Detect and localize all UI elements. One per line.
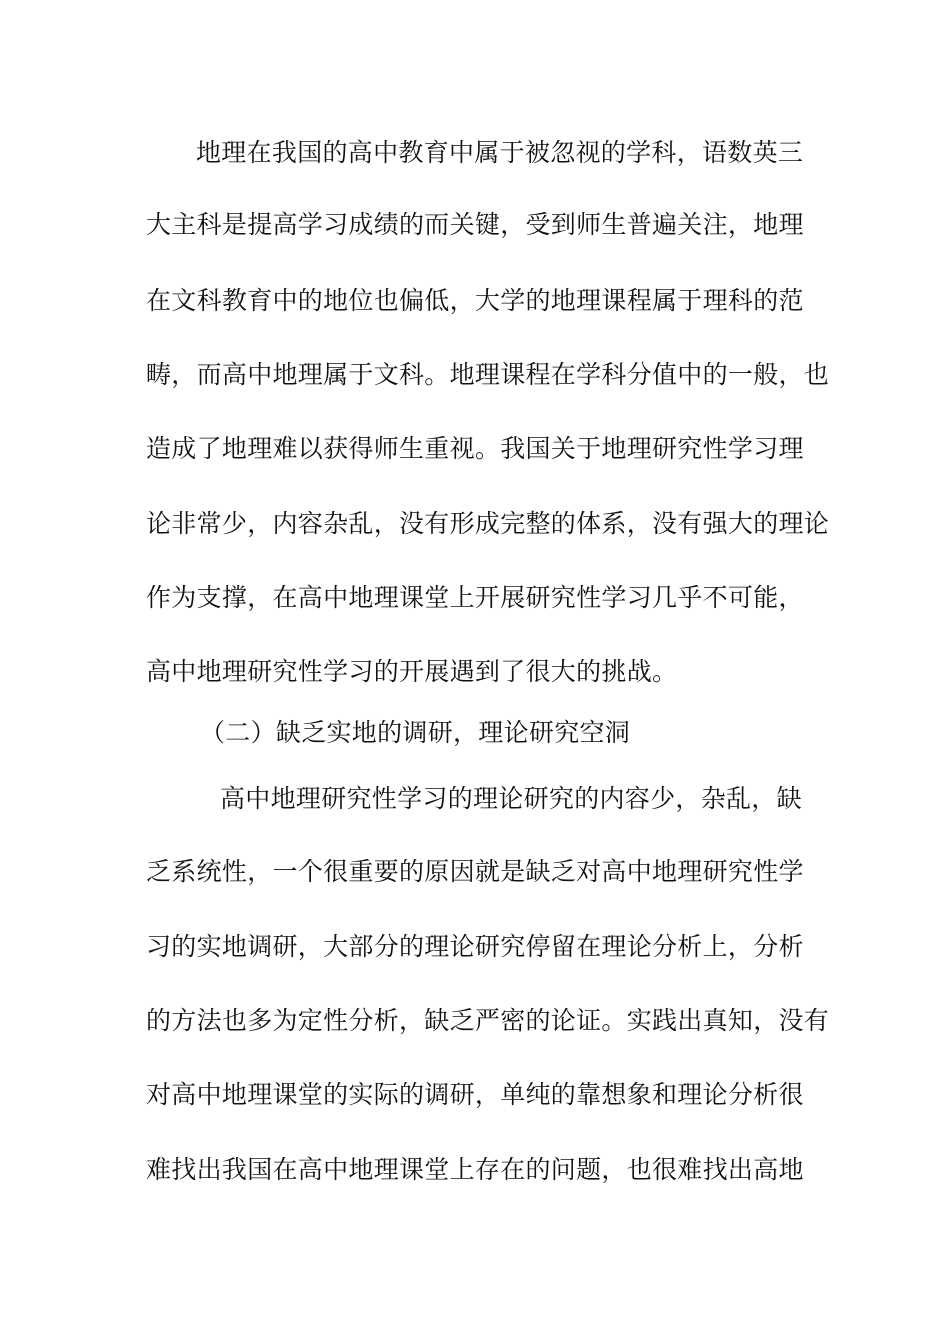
- paragraph-2-line-4: 的方法也多为定性分析，缺乏严密的论证。实践出真知，没有: [146, 1006, 830, 1035]
- paragraph-2-line-5: 对高中地理课堂的实际的调研，单纯的靠想象和理论分析很: [146, 1080, 804, 1109]
- section-heading: （二）缺乏实地的调研，理论研究空洞: [200, 718, 631, 747]
- paragraph-2-line-2: 乏系统性，一个很重要的原因就是缺乏对高中地理研究性学: [146, 857, 804, 886]
- paragraph-1-line-4: 畴，而高中地理属于文科。地理课程在学科分值中的一般，也: [146, 360, 830, 389]
- paragraph-1-line-1: 地理在我国的高中教育中属于被忽视的学科，语数英三: [196, 138, 804, 167]
- paragraph-1-line-7: 作为支撑，在高中地理课堂上开展研究性学习几乎不可能，: [146, 583, 804, 612]
- paragraph-1-line-6: 论非常少，内容杂乱，没有形成完整的体系，没有强大的理论: [146, 509, 830, 538]
- paragraph-1-line-2: 大主科是提高学习成绩的而关键，受到师生普遍关注，地理: [146, 210, 804, 239]
- paragraph-1-line-3: 在文科教育中的地位也偏低，大学的地理课程属于理科的范: [146, 286, 804, 315]
- paragraph-2-line-3: 习的实地调研，大部分的理论研究停留在理论分析上，分析: [146, 932, 804, 961]
- paragraph-1-line-5: 造成了地理难以获得师生重视。我国关于地理研究性学习理: [146, 434, 804, 463]
- paragraph-2-line-6: 难找出我国在高中地理课堂上存在的问题，也很难找出高地: [146, 1155, 804, 1184]
- paragraph-2-line-1: 高中地理研究性学习的理论研究的内容少，杂乱，缺: [220, 784, 802, 813]
- paragraph-1-line-8: 高中地理研究性学习的开展遇到了很大的挑战。: [146, 657, 678, 686]
